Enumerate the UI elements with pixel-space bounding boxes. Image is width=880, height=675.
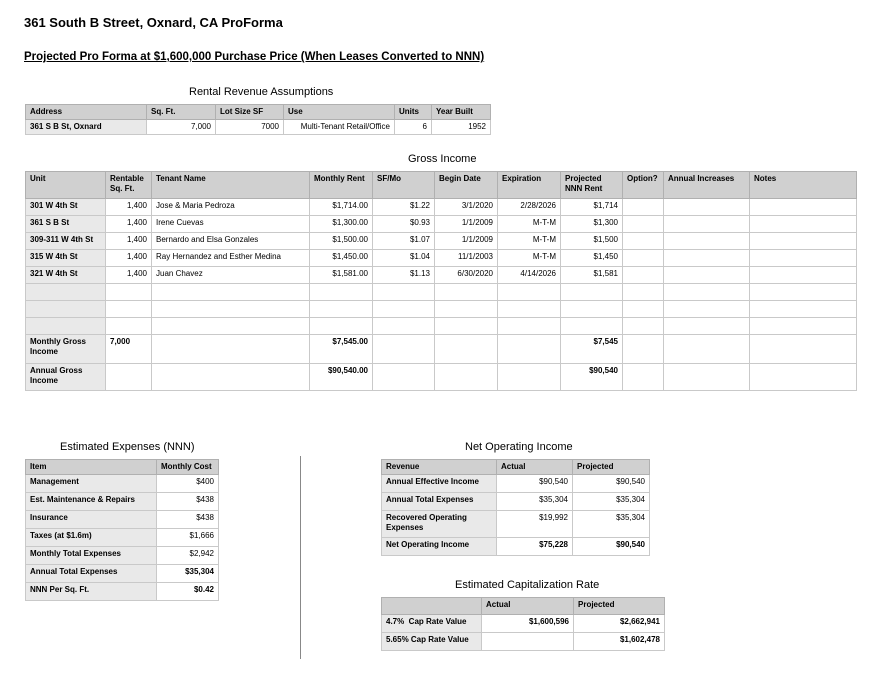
gross-income-caption: Gross Income bbox=[408, 153, 477, 165]
table-cell: $1,450.00 bbox=[310, 250, 373, 267]
table-row bbox=[26, 120, 491, 135]
unit-label: 361 S B St bbox=[26, 216, 106, 233]
table-cell bbox=[310, 318, 373, 335]
table-header-row bbox=[26, 105, 491, 120]
table-cell bbox=[664, 267, 750, 284]
table-cell bbox=[498, 318, 561, 335]
table-cell bbox=[664, 216, 750, 233]
row-label: Management bbox=[26, 475, 157, 493]
table-cell: $1,581.00 bbox=[310, 267, 373, 284]
table-cell bbox=[310, 284, 373, 301]
table-cell bbox=[750, 250, 857, 267]
table-row bbox=[26, 233, 857, 250]
table-cell: $1,500 bbox=[561, 233, 623, 250]
table-cell: Juan Chavez bbox=[152, 267, 310, 284]
column-header: Address bbox=[26, 105, 147, 120]
unit-label: 309-311 W 4th St bbox=[26, 233, 106, 250]
row-label: Recovered Operating Expenses bbox=[382, 511, 497, 538]
table-cell bbox=[106, 301, 152, 318]
table-cell: 1,400 bbox=[106, 199, 152, 216]
column-header: Expiration bbox=[498, 172, 561, 199]
table-cell: M-T-M bbox=[498, 250, 561, 267]
table-cell: $1,300 bbox=[561, 216, 623, 233]
table-cell: $19,992 bbox=[497, 511, 573, 538]
rental-assumptions-table bbox=[25, 104, 491, 135]
table-cell: M-T-M bbox=[498, 216, 561, 233]
table-cell: 1,400 bbox=[106, 267, 152, 284]
table-cell bbox=[152, 364, 310, 391]
gross-income-table bbox=[25, 171, 857, 391]
table-cell bbox=[623, 199, 664, 216]
table-cell: $35,304 bbox=[497, 493, 573, 511]
table-cell: $35,304 bbox=[157, 565, 219, 583]
table-cell: $1,300.00 bbox=[310, 216, 373, 233]
table-cell bbox=[561, 301, 623, 318]
table-cell bbox=[750, 233, 857, 250]
table-cell: 11/1/2003 bbox=[435, 250, 498, 267]
table-cell: $0.93 bbox=[373, 216, 435, 233]
column-header: Use bbox=[284, 105, 395, 120]
table-cell: Ray Hernandez and Esther Medina bbox=[152, 250, 310, 267]
column-header: Projected bbox=[573, 460, 650, 475]
row-label: Taxes (at $1.6m) bbox=[26, 529, 157, 547]
annual-gross-row bbox=[26, 364, 857, 391]
table-cell bbox=[750, 301, 857, 318]
column-header: Sq. Ft. bbox=[147, 105, 216, 120]
table-cell bbox=[152, 335, 310, 364]
table-cell: 3/1/2020 bbox=[435, 199, 498, 216]
unit-label bbox=[26, 301, 106, 318]
table-cell: $0.42 bbox=[157, 583, 219, 601]
noi-caption: Net Operating Income bbox=[465, 441, 573, 453]
table-cell bbox=[373, 335, 435, 364]
table-header-row bbox=[26, 172, 857, 199]
table-cell: $90,540 bbox=[573, 475, 650, 493]
section-divider bbox=[300, 456, 301, 659]
table-cell: 361 S B St, Oxnard bbox=[26, 120, 147, 135]
table-cell: $1.04 bbox=[373, 250, 435, 267]
unit-label bbox=[26, 284, 106, 301]
table-cell bbox=[623, 364, 664, 391]
table-cell bbox=[435, 301, 498, 318]
table-cell: $1,500.00 bbox=[310, 233, 373, 250]
table-cell bbox=[623, 233, 664, 250]
table-row bbox=[26, 475, 219, 493]
table-cell: Multi-Tenant Retail/Office bbox=[284, 120, 395, 135]
rental-caption: Rental Revenue Assumptions bbox=[189, 86, 334, 98]
table-cell: $90,540.00 bbox=[310, 364, 373, 391]
table-cell: $35,304 bbox=[573, 511, 650, 538]
table-row bbox=[382, 511, 650, 538]
table-cell bbox=[498, 335, 561, 364]
monthly-gross-row bbox=[26, 335, 857, 364]
expenses-caption: Estimated Expenses (NNN) bbox=[60, 441, 195, 453]
table-row bbox=[26, 216, 857, 233]
column-header: Rentable Sq. Ft. bbox=[106, 172, 152, 199]
column-header: Projected NNN Rent bbox=[561, 172, 623, 199]
table-cell: Irene Cuevas bbox=[152, 216, 310, 233]
table-row bbox=[382, 538, 650, 556]
table-cell bbox=[498, 301, 561, 318]
table-cell bbox=[435, 335, 498, 364]
table-cell bbox=[664, 335, 750, 364]
table-cell: 1,400 bbox=[106, 233, 152, 250]
table-cell: $1.22 bbox=[373, 199, 435, 216]
table-cell: $1,714 bbox=[561, 199, 623, 216]
table-cell: $1,450 bbox=[561, 250, 623, 267]
table-cell: 7000 bbox=[216, 120, 284, 135]
table-row bbox=[26, 199, 857, 216]
table-cell: 7,000 bbox=[147, 120, 216, 135]
table-cell bbox=[435, 364, 498, 391]
table-cell: $1,600,596 bbox=[482, 615, 574, 633]
column-header: Monthly Rent bbox=[310, 172, 373, 199]
table-row bbox=[26, 511, 219, 529]
table-cell: $1,714.00 bbox=[310, 199, 373, 216]
table-cell bbox=[623, 335, 664, 364]
table-cell: 4/14/2026 bbox=[498, 267, 561, 284]
table-cell: $2,662,941 bbox=[574, 615, 665, 633]
table-cell bbox=[623, 284, 664, 301]
column-header: Projected bbox=[574, 598, 665, 615]
table-cell: $90,540 bbox=[573, 538, 650, 556]
table-cell: $1,666 bbox=[157, 529, 219, 547]
row-label: 4.7% Cap Rate Value bbox=[382, 615, 482, 633]
table-cell: $75,228 bbox=[497, 538, 573, 556]
table-cell: 1/1/2009 bbox=[435, 233, 498, 250]
table-cell: $35,304 bbox=[573, 493, 650, 511]
column-header: SF/Mo bbox=[373, 172, 435, 199]
unit-label: 315 W 4th St bbox=[26, 250, 106, 267]
table-cell: $400 bbox=[157, 475, 219, 493]
table-cell bbox=[664, 250, 750, 267]
table-cell bbox=[750, 216, 857, 233]
table-cell: Jose & Maria Pedroza bbox=[152, 199, 310, 216]
table-row bbox=[26, 301, 857, 318]
table-row bbox=[26, 583, 219, 601]
column-header: Item bbox=[26, 460, 157, 475]
table-cell bbox=[664, 301, 750, 318]
table-row bbox=[382, 615, 665, 633]
table-cell: $1.13 bbox=[373, 267, 435, 284]
column-header: Option? bbox=[623, 172, 664, 199]
table-cell: $7,545.00 bbox=[310, 335, 373, 364]
page-title: 361 South B Street, Oxnard, CA ProForma bbox=[24, 15, 283, 30]
table-cell bbox=[664, 364, 750, 391]
expenses-table bbox=[25, 459, 219, 601]
row-label: Annual Effective Income bbox=[382, 475, 497, 493]
row-label: Insurance bbox=[26, 511, 157, 529]
table-cell bbox=[623, 250, 664, 267]
table-cell: $90,540 bbox=[497, 475, 573, 493]
table-cell bbox=[498, 364, 561, 391]
table-header-row bbox=[382, 460, 650, 475]
row-label: Est. Maintenance & Repairs bbox=[26, 493, 157, 511]
table-cell: M-T-M bbox=[498, 233, 561, 250]
table-cell: 1952 bbox=[432, 120, 491, 135]
table-cell: 7,000 bbox=[106, 335, 152, 364]
table-cell bbox=[750, 335, 857, 364]
table-cell bbox=[152, 284, 310, 301]
table-cell: 6 bbox=[395, 120, 432, 135]
table-cell bbox=[664, 284, 750, 301]
unit-label: 301 W 4th St bbox=[26, 199, 106, 216]
table-row bbox=[26, 529, 219, 547]
cap-rate-table bbox=[381, 597, 665, 651]
table-cell bbox=[373, 364, 435, 391]
table-cell bbox=[152, 318, 310, 335]
table-cell bbox=[106, 284, 152, 301]
column-header: Year Built bbox=[432, 105, 491, 120]
table-header-row bbox=[382, 598, 665, 615]
table-cell bbox=[664, 233, 750, 250]
table-cell bbox=[435, 284, 498, 301]
table-cell bbox=[498, 284, 561, 301]
table-cell: 1,400 bbox=[106, 250, 152, 267]
table-cell bbox=[373, 284, 435, 301]
noi-table bbox=[381, 459, 650, 556]
table-row bbox=[26, 318, 857, 335]
table-cell bbox=[750, 267, 857, 284]
page-subtitle: Projected Pro Forma at $1,600,000 Purchase Price (When Leases Converted to NNN) bbox=[24, 51, 485, 63]
table-cell: Bernardo and Elsa Gonzales bbox=[152, 233, 310, 250]
table-cell bbox=[482, 633, 574, 651]
table-row bbox=[26, 493, 219, 511]
column-header: Annual Increases bbox=[664, 172, 750, 199]
table-cell bbox=[623, 216, 664, 233]
column-header: Tenant Name bbox=[152, 172, 310, 199]
table-cell bbox=[623, 267, 664, 284]
table-cell bbox=[750, 318, 857, 335]
table-row bbox=[26, 250, 857, 267]
column-header: Lot Size SF bbox=[216, 105, 284, 120]
column-header: Monthly Cost bbox=[157, 460, 219, 475]
table-cell: 2/28/2026 bbox=[498, 199, 561, 216]
table-cell: $2,942 bbox=[157, 547, 219, 565]
row-label: 5.65% Cap Rate Value bbox=[382, 633, 482, 651]
row-label: Annual Total Expenses bbox=[26, 565, 157, 583]
table-cell bbox=[664, 199, 750, 216]
unit-label: 321 W 4th St bbox=[26, 267, 106, 284]
row-label: NNN Per Sq. Ft. bbox=[26, 583, 157, 601]
row-label: Net Operating Income bbox=[382, 538, 497, 556]
row-label: Annual Gross Income bbox=[26, 364, 106, 391]
column-header: Units bbox=[395, 105, 432, 120]
table-row bbox=[26, 284, 857, 301]
table-cell bbox=[750, 364, 857, 391]
table-row bbox=[382, 475, 650, 493]
table-cell: $1,581 bbox=[561, 267, 623, 284]
table-cell: $7,545 bbox=[561, 335, 623, 364]
table-cell bbox=[750, 284, 857, 301]
table-cell: $1,602,478 bbox=[574, 633, 665, 651]
table-cell bbox=[310, 301, 373, 318]
table-row bbox=[26, 547, 219, 565]
table-cell bbox=[373, 301, 435, 318]
table-header-row bbox=[26, 460, 219, 475]
row-label: Monthly Gross Income bbox=[26, 335, 106, 364]
table-cell: $90,540 bbox=[561, 364, 623, 391]
table-cell bbox=[750, 199, 857, 216]
unit-label bbox=[26, 318, 106, 335]
table-cell: $438 bbox=[157, 493, 219, 511]
column-header: Notes bbox=[750, 172, 857, 199]
table-cell: 6/30/2020 bbox=[435, 267, 498, 284]
table-row bbox=[26, 565, 219, 583]
table-cell bbox=[561, 318, 623, 335]
table-row bbox=[26, 267, 857, 284]
column-header: Begin Date bbox=[435, 172, 498, 199]
table-cell bbox=[435, 318, 498, 335]
table-cell bbox=[664, 318, 750, 335]
row-label: Monthly Total Expenses bbox=[26, 547, 157, 565]
cap-rate-caption: Estimated Capitalization Rate bbox=[455, 579, 600, 591]
table-cell bbox=[106, 318, 152, 335]
table-cell bbox=[106, 364, 152, 391]
column-header: Unit bbox=[26, 172, 106, 199]
table-cell: $438 bbox=[157, 511, 219, 529]
table-cell: $1.07 bbox=[373, 233, 435, 250]
table-cell bbox=[561, 284, 623, 301]
table-cell bbox=[623, 318, 664, 335]
column-header: Actual bbox=[497, 460, 573, 475]
table-cell bbox=[373, 318, 435, 335]
row-label: Annual Total Expenses bbox=[382, 493, 497, 511]
table-cell bbox=[152, 301, 310, 318]
column-header: Actual bbox=[482, 598, 574, 615]
column-header: Revenue bbox=[382, 460, 497, 475]
table-cell: 1,400 bbox=[106, 216, 152, 233]
table-cell bbox=[623, 301, 664, 318]
table-row bbox=[382, 493, 650, 511]
table-cell: 1/1/2009 bbox=[435, 216, 498, 233]
table-row bbox=[382, 633, 665, 651]
column-header bbox=[382, 598, 482, 615]
